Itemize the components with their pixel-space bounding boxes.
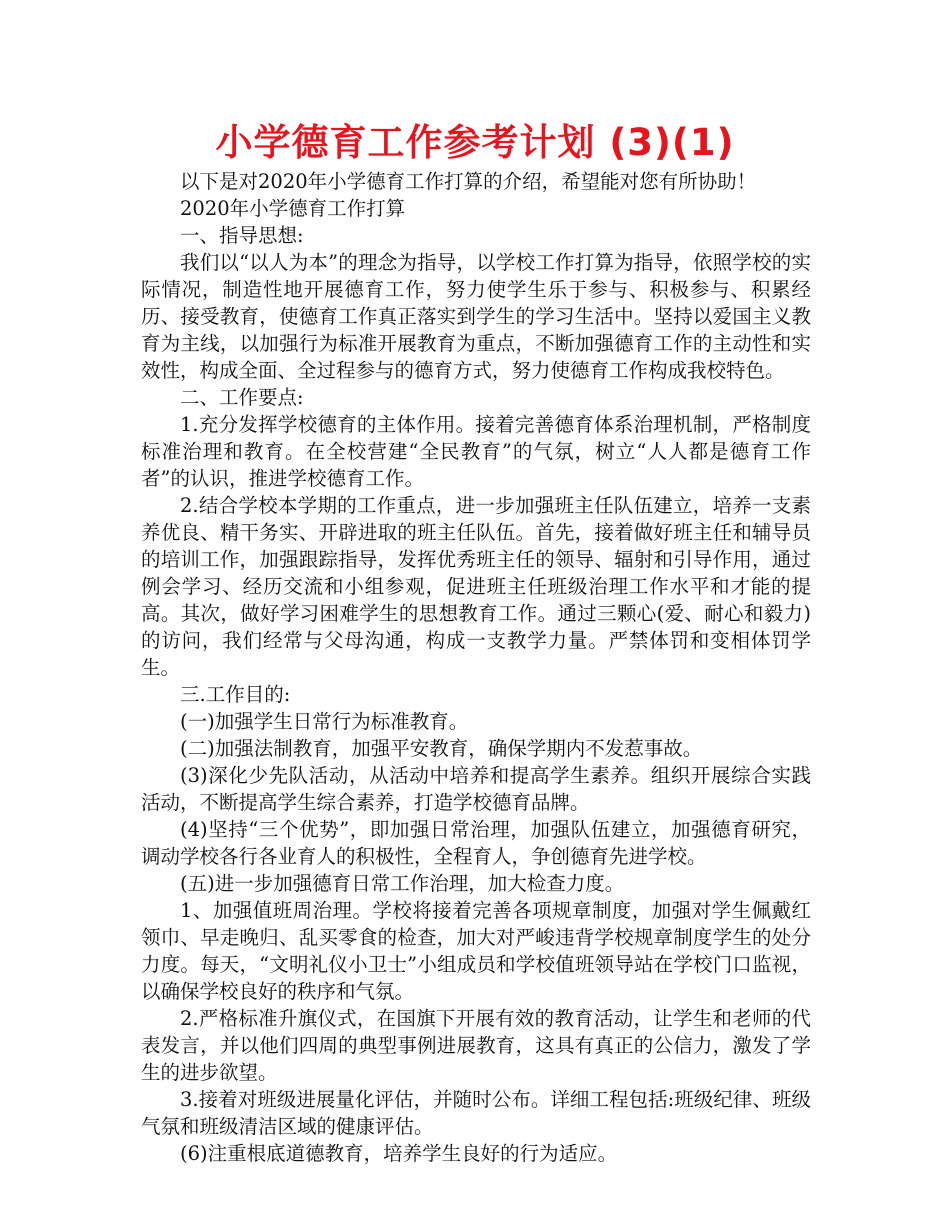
paragraph-work-point-2: 2.结合学校本学期的工作重点，进一步加强班主任队伍建立，培养一支素养优良、精干务实、开辟进取的班主任队伍。首先，接着做好班主任和辅导员的培训工作，加强跟踪指导，发挥优秀班主任的领导、辐射和引导作用，通过例会学习、经历交流和小组参观，促进班主任班级治理工作水平和才能的提高。其次，做好学习困难学生的思想教育工作。通过三颗心(爱、耐心和毅力)的访问，我们经常与父母沟通，构成一支教学力量。严禁体罚和变相体罚学生。	[141, 494, 811, 679]
section-heading-guiding-ideology: 一、指导思想:	[180, 224, 304, 247]
section-heading-work-goals: 三.工作目的:	[180, 683, 291, 706]
paragraph-goal-4: (4)坚持“三个优势”，即加强日常治理，加强队伍建立，加强德育研究，调动学校各行各业育人的积极性，全程育人，争创德育先进学校。	[141, 818, 811, 868]
paragraph-goal-1: (一)加强学生日常行为标准教育。	[180, 710, 469, 733]
paragraph-goal-5-item-1: 1、加强值班周治理。学校将接着完善各项规章制度，加强对学生佩戴红领巾、早走晚归、乱买零食的检查，加大对严峻违背学校规章制度学生的处分力度。每天，“文明礼仪小卫士”小组成员和学校值班领导站在学校门口监视，以确保学校良好的秩序和气氛。	[141, 899, 811, 1003]
paragraph-intro: 以下是对2020年小学德育工作打算的介绍，希望能对您有所协助！	[180, 170, 757, 193]
paragraph-goal-2: (二)加强法制教育，加强平安教育，确保学期内不发惹事故。	[180, 737, 703, 760]
section-heading-work-points: 二、工作要点:	[180, 386, 304, 409]
paragraph-goal-5: (五)进一步加强德育日常工作治理，加大检查力度。	[180, 872, 625, 895]
document-body	[141, 168, 811, 1167]
paragraph-goal-3: (3)深化少先队活动，从活动中培养和提高学生素养。组织开展综合实践活动，不断提高学生综合素养，打造学校德育品牌。	[141, 764, 811, 814]
paragraph-goal-5-item-2: 2.严格标准升旗仪式，在国旗下开展有效的教育活动，让学生和老师的代表发言，并以他们四周的典型事例进展教育，这具有真正的公信力，激发了学生的进步欲望。	[141, 1007, 811, 1084]
paragraph-goal-5-item-3: 3.接着对班级进展量化评估，并随时公布。详细工程包括:班级纪律、班级气氛和班级清洁区域的健康评估。	[141, 1088, 811, 1138]
paragraph-work-point-1: 1.充分发挥学校德育的主体作用。接着完善德育体系治理机制，严格制度标准治理和教育。在全校营建“全民教育”的气氛，树立“人人都是德育工作者”的认识，推进学校德育工作。	[141, 413, 811, 490]
paragraph-guiding-ideology: 我们以“以人为本”的理念为指导，以学校工作打算为指导，依照学校的实际情况，制造性地开展德育工作，努力使学生乐于参与、积极参与、积累经历、接受教育，使德育工作真正落实到学生的学习生活中。坚持以爱国主义教育为主线，以加强行为标准开展教育为重点，不断加强德育工作的主动性和实效性，构成全面、全过程参与的德育方式，努力使德育工作构成我校特色。	[141, 251, 811, 382]
paragraph-goal-6: (6)注重根底道德教育，培养学生良好的行为适应。	[180, 1142, 618, 1165]
paragraph-plan-heading: 2020年小学德育工作打算	[180, 197, 406, 220]
document-title: 小学德育工作参考计划 (3)(1)	[215, 121, 735, 164]
